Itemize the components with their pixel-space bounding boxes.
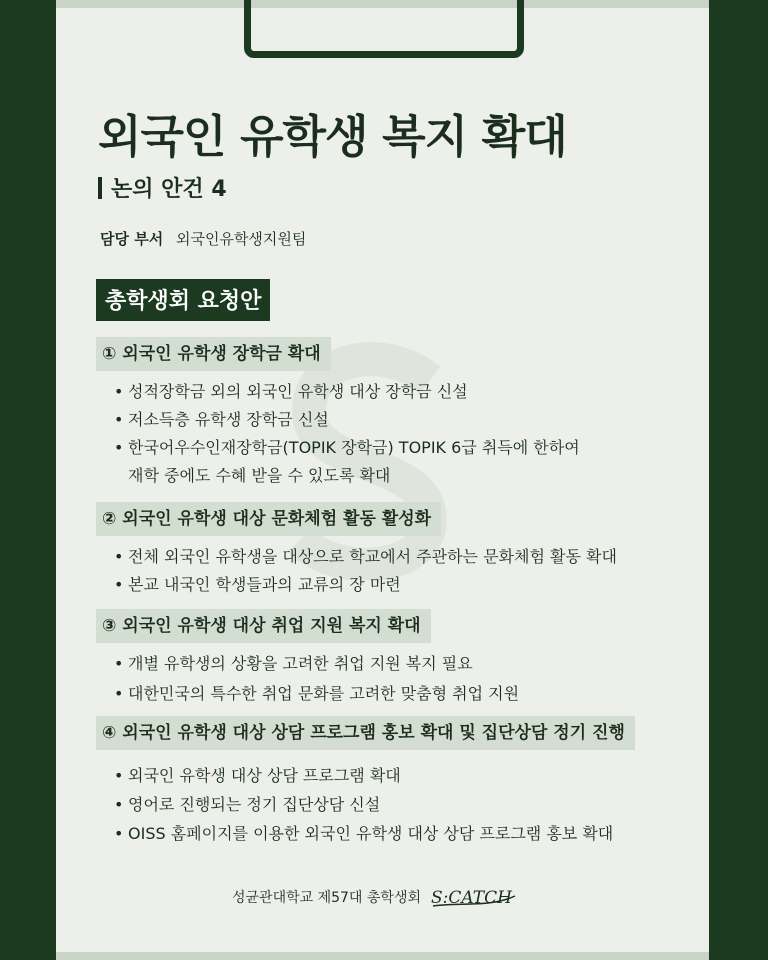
list-item-text: 대한민국의 특수한 취업 문화를 고려한 맞춤형 취업 지원 bbox=[128, 684, 520, 703]
list-item-text: 외국인 유학생 대상 상담 프로그램 확대 bbox=[128, 766, 401, 785]
list-item: • 개별 유학생의 상황을 고려한 취업 지원 복지 필요 bbox=[114, 654, 473, 673]
section-heading-2: ② 외국인 유학생 대상 문화체험 활동 활성화 bbox=[96, 502, 441, 536]
list-item: • 본교 내국인 학생들과의 교류의 장 마련 bbox=[114, 575, 401, 594]
footer-text: 성균관대학교 제57대 총학생회 bbox=[232, 890, 422, 906]
list-item-continuation: 재학 중에도 수혜 받을 수 있도록 확대 bbox=[128, 466, 391, 485]
subtitle-bar bbox=[98, 177, 102, 199]
department-label: 담당 부서 bbox=[100, 230, 164, 248]
section-heading-3: ③ 외국인 유학생 대상 취업 지원 복지 확대 bbox=[96, 609, 431, 643]
watermark-logo-icon bbox=[260, 340, 480, 580]
list-item: • 외국인 유학생 대상 상담 프로그램 확대 bbox=[114, 766, 401, 785]
list-item-text: OISS 홈페이지를 이용한 외국인 유학생 대상 상담 프로그램 홍보 확대 bbox=[128, 824, 614, 843]
list-item-text: 개별 유학생의 상황을 고려한 취업 지원 복지 필요 bbox=[128, 654, 473, 673]
list-item: • 저소득층 유학생 장학금 신설 bbox=[114, 410, 329, 429]
list-item: • 한국어우수인재장학금(TOPIK 장학금) TOPIK 6급 취득에 한하여 bbox=[114, 438, 580, 457]
list-item-text: 한국어우수인재장학금(TOPIK 장학금) TOPIK 6급 취득에 한하여 bbox=[128, 438, 580, 457]
list-item-text: 본교 내국인 학생들과의 교류의 장 마련 bbox=[128, 575, 401, 594]
scatch-logo-icon bbox=[429, 884, 519, 910]
request-heading: 총학생회 요청안 bbox=[96, 279, 270, 321]
department-value: 외국인유학생지원팀 bbox=[175, 230, 307, 248]
department-line bbox=[100, 228, 306, 249]
list-item: • 성적장학금 외의 외국인 유학생 대상 장학금 신설 bbox=[114, 382, 468, 401]
bottom-strip bbox=[56, 952, 709, 960]
list-item-text: 영어로 진행되는 정기 집단상담 신설 bbox=[128, 795, 381, 814]
agenda-subtitle bbox=[98, 172, 227, 203]
list-item: • 영어로 진행되는 정기 집단상담 신설 bbox=[114, 795, 381, 814]
logo-text: S:CATCH bbox=[431, 888, 512, 908]
footer bbox=[232, 884, 519, 910]
list-item: • 전체 외국인 유학생을 대상으로 학교에서 주관하는 문화체험 활동 확대 bbox=[114, 547, 617, 566]
page-title: 외국인 유학생 복지 확대 bbox=[98, 110, 567, 163]
list-item: • 대한민국의 특수한 취업 문화를 고려한 맞춤형 취업 지원 bbox=[114, 684, 520, 703]
section-heading-4: ④ 외국인 유학생 대상 상담 프로그램 홍보 확대 및 집단상담 정기 진행 bbox=[96, 716, 635, 750]
list-item-text: 저소득층 유학생 장학금 신설 bbox=[128, 410, 329, 429]
clipboard-clip-icon bbox=[244, 0, 524, 58]
subtitle-text: 논의 안건 4 bbox=[111, 177, 227, 202]
list-item: • OISS 홈페이지를 이용한 외국인 유학생 대상 상담 프로그램 홍보 확대 bbox=[114, 824, 614, 843]
list-item-text: 성적장학금 외의 외국인 유학생 대상 장학금 신설 bbox=[128, 382, 468, 401]
section-heading-1: ① 외국인 유학생 장학금 확대 bbox=[96, 337, 331, 371]
list-item-text: 전체 외국인 유학생을 대상으로 학교에서 주관하는 문화체험 활동 확대 bbox=[128, 547, 617, 566]
